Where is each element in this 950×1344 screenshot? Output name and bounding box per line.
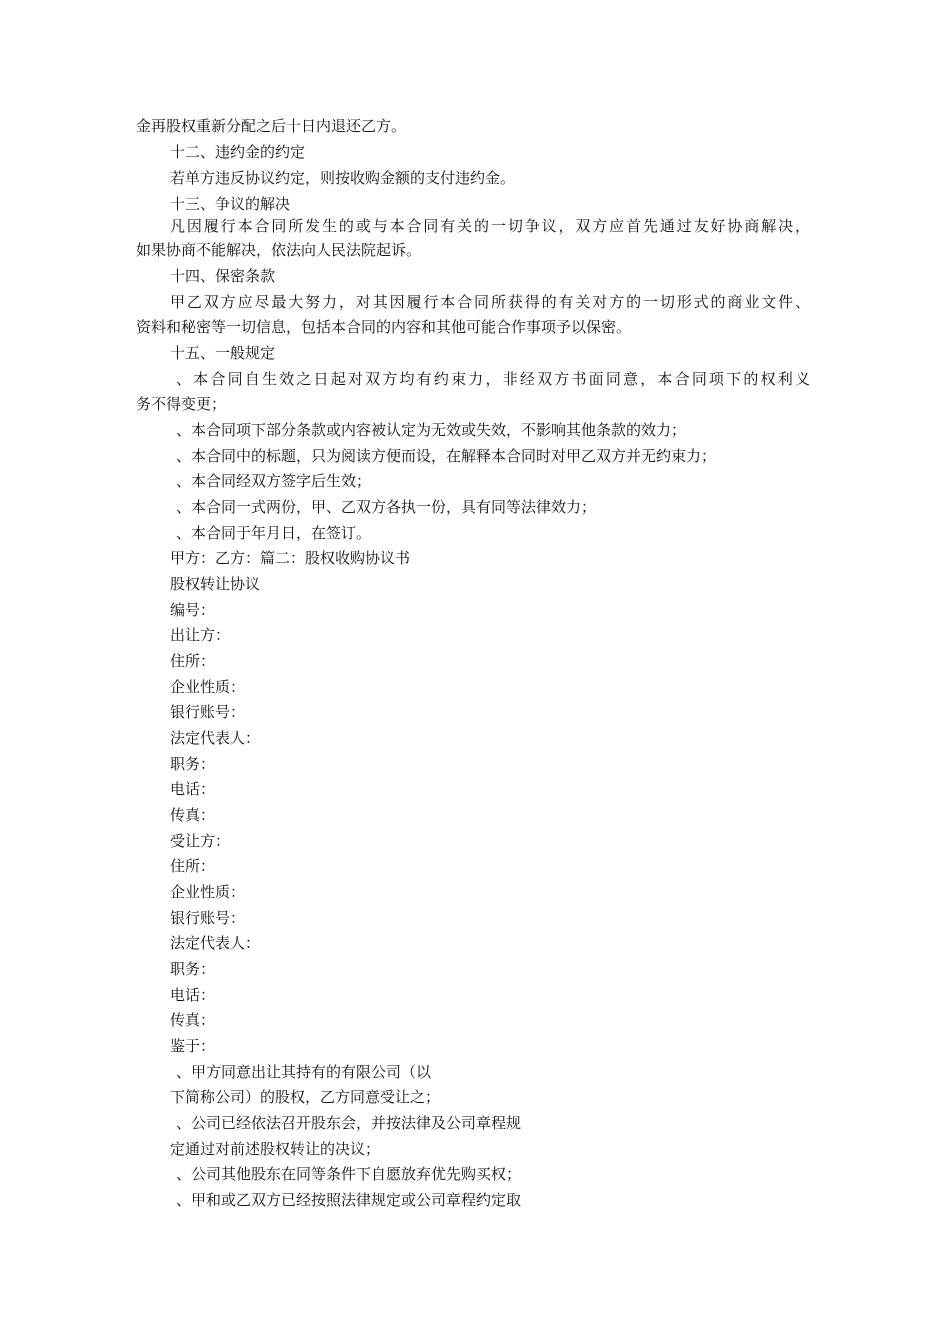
document-title: 股权转让协议 [170, 575, 261, 593]
form-field-label: 鉴于： [170, 1037, 216, 1055]
form-field-label: 住所： [170, 857, 216, 875]
text-line: 务不得变更； [136, 395, 227, 413]
text-line: 、本合同于年月日，在签订。 [176, 524, 372, 542]
form-field-label: 法定代表人： [170, 934, 261, 952]
text-line: 、公司其他股东在同等条件下自愿放弃优先购买权； [176, 1165, 522, 1183]
form-field-label: 电话： [170, 986, 216, 1004]
text-line: 凡因履行本合同所发生的或与本合同有关的一切争议，双方应首先通过友好协商解决， [170, 217, 810, 235]
section-heading: 十四、保密条款 [170, 267, 276, 285]
text-line: 金再股权重新分配之后十日内退还乙方。 [136, 117, 407, 135]
text-line: 定通过对前述股权转让的决议； [170, 1140, 381, 1158]
text-line: 、本合同中的标题，只为阅读方便而设，在解释本合同时对甲乙双方并无约束力； [176, 447, 717, 465]
form-field-label: 传真： [170, 1011, 216, 1029]
form-field-label: 职务： [170, 755, 216, 773]
form-field-label: 银行账号： [170, 909, 246, 927]
text-line: 如果协商不能解决，依法向人民法院起诉。 [136, 241, 422, 259]
text-line: 资料和秘密等一切信息，包括本合同的内容和其他可能合作事项予以保密。 [136, 318, 632, 336]
text-line: 甲乙双方应尽最大努力，对其因履行本合同所获得的有关对方的一切形式的商业文件、 [170, 293, 810, 311]
text-line: 若单方违反协议约定，则按收购金额的支付违约金。 [170, 169, 516, 187]
form-field-label: 传真： [170, 806, 216, 824]
text-line: 、公司已经依法召开股东会，并按法律及公司章程规 [176, 1114, 522, 1132]
form-field-label: 职务： [170, 960, 216, 978]
form-field-label: 电话： [170, 780, 216, 798]
text-line: 、本合同项下部分条款或内容被认定为无效或失效，不影响其他条款的效力； [176, 421, 687, 439]
section-heading: 十二、违约金的约定 [170, 143, 306, 161]
form-field-label: 出让方： [170, 626, 231, 644]
form-field-label: 住所： [170, 652, 216, 670]
text-line: 、本合同经双方签字后生效； [176, 472, 372, 490]
text-line: 、本合同自生效之日起对双方均有约束力，非经双方书面同意，本合同项下的权利义 [176, 370, 810, 388]
text-line: 、本合同一式两份，甲、乙双方各执一份，具有同等法律效力； [176, 498, 597, 516]
form-field-label: 编号： [170, 601, 216, 619]
section-heading: 十五、一般规定 [170, 344, 276, 362]
form-field-label: 法定代表人： [170, 729, 261, 747]
text-line: 、甲方同意出让其持有的有限公司（以 [176, 1063, 432, 1081]
text-line: 甲方：乙方：篇二：股权收购协议书 [170, 549, 411, 567]
text-line: 下简称公司）的股权，乙方同意受让之； [170, 1088, 441, 1106]
form-field-label: 企业性质： [170, 883, 246, 901]
text-line: 、甲和或乙双方已经按照法律规定或公司章程约定取 [176, 1191, 522, 1209]
form-field-label: 企业性质： [170, 678, 246, 696]
form-field-label: 受让方： [170, 832, 231, 850]
form-field-label: 银行账号： [170, 703, 246, 721]
section-heading: 十三、争议的解决 [170, 195, 291, 213]
